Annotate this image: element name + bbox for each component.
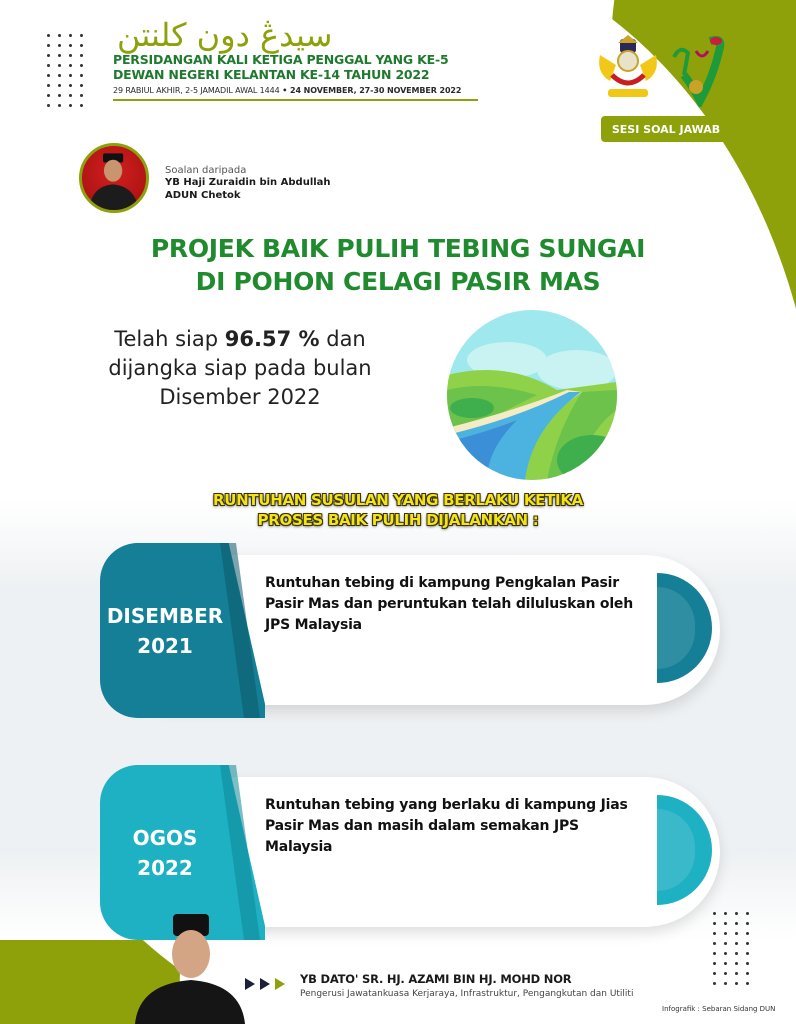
events-heading-line-2: PROSES BAIK PULIH DIJALANKAN : [257,511,539,529]
event-date [100,543,230,718]
project-title-line-1: PROJEK BAIK PULIH TEBING SUNGAI [150,234,646,263]
dot-grid-decoration-bottom [713,912,757,992]
event-logo-icon [670,35,726,107]
event-month: DISEMBER [106,603,224,628]
header-line-1: PERSIDANGAN KALI KETIGA PENGGAL YANG KE-5 [113,52,449,67]
minister-name: YB DATO' SR. HJ. AZAMI BIN HJ. MOHD NOR [300,972,572,986]
event-card [100,543,720,718]
completion-percent: 96.57 % [224,327,320,351]
project-title [0,232,796,298]
header-underline [113,99,478,101]
status-line-2: dijangka siap pada bulan [108,356,372,380]
status-line-3: Disember 2022 [159,385,321,409]
event-description: Runtuhan tebing yang berlaku di kampung Jias Pasir Mas dan masih dalam semakan JPS Malaysia [265,797,628,855]
pointer-arrows [245,978,285,990]
status-prefix: Telah siap [114,327,219,351]
questioner-label: Soalan daripada [165,165,247,176]
completion-status [90,325,390,412]
minister-photo [135,912,245,1024]
event-description: Runtuhan tebing di kampung Pengkalan Pasir Pasir Mas dan peruntukan telah diluluskan oleh JPS Malaysia [265,575,633,633]
kelantan-crest-icon [594,35,662,103]
arrow-right-icon [245,978,255,990]
events-heading-line-1: RUNTUHAN SUSULAN YANG BERLAKU KETIKA [213,491,583,509]
event-month: OGOS [132,825,198,850]
person-silhouette-icon [82,146,146,210]
questioner-avatar [79,143,149,213]
minister-role: Pengerusi Jawatankuasa Kerjaraya, Infrastruktur, Pengangkutan dan Utiliti [300,989,634,999]
minister-info [300,972,640,1001]
river-illustration [447,310,617,480]
hijri-dates: 29 RABIUL AKHIR, 2-5 JAMADIL AWAL 1444 [113,86,280,95]
infographic-credit: Infografik : Sebaran Sidang DUN [662,1005,776,1013]
questioner-constituency: ADUN Chetok [165,190,241,201]
header-dates [113,86,478,95]
jawi-title: سيدڠ دون كلنتن [117,16,333,54]
river-landscape-icon [447,310,617,480]
questioner-name: YB Haji Zuraidin bin Abdullah [165,177,331,188]
gregorian-dates: 24 NOVEMBER, 27-30 NOVEMBER 2022 [290,86,462,95]
event-year: 2021 [137,633,193,658]
header-line-2: DEWAN NEGERI KELANTAN KE-14 TAHUN 2022 [113,67,430,82]
event-year: 2022 [137,855,193,880]
date-separator: • [282,86,288,95]
arrow-right-icon [260,978,270,990]
status-suffix: dan [326,327,366,351]
project-title-line-2: DI POHON CELAGI PASIR MAS [195,267,601,296]
qa-session-badge: SESI SOAL JAWAB [601,116,731,142]
followup-collapses-heading [0,490,796,530]
arrow-right-icon [275,978,285,990]
logos [594,35,734,110]
session-header [113,18,478,101]
questioner-info [165,165,331,202]
person-silhouette-icon [135,912,245,1024]
dot-grid-decoration-top [47,34,91,114]
